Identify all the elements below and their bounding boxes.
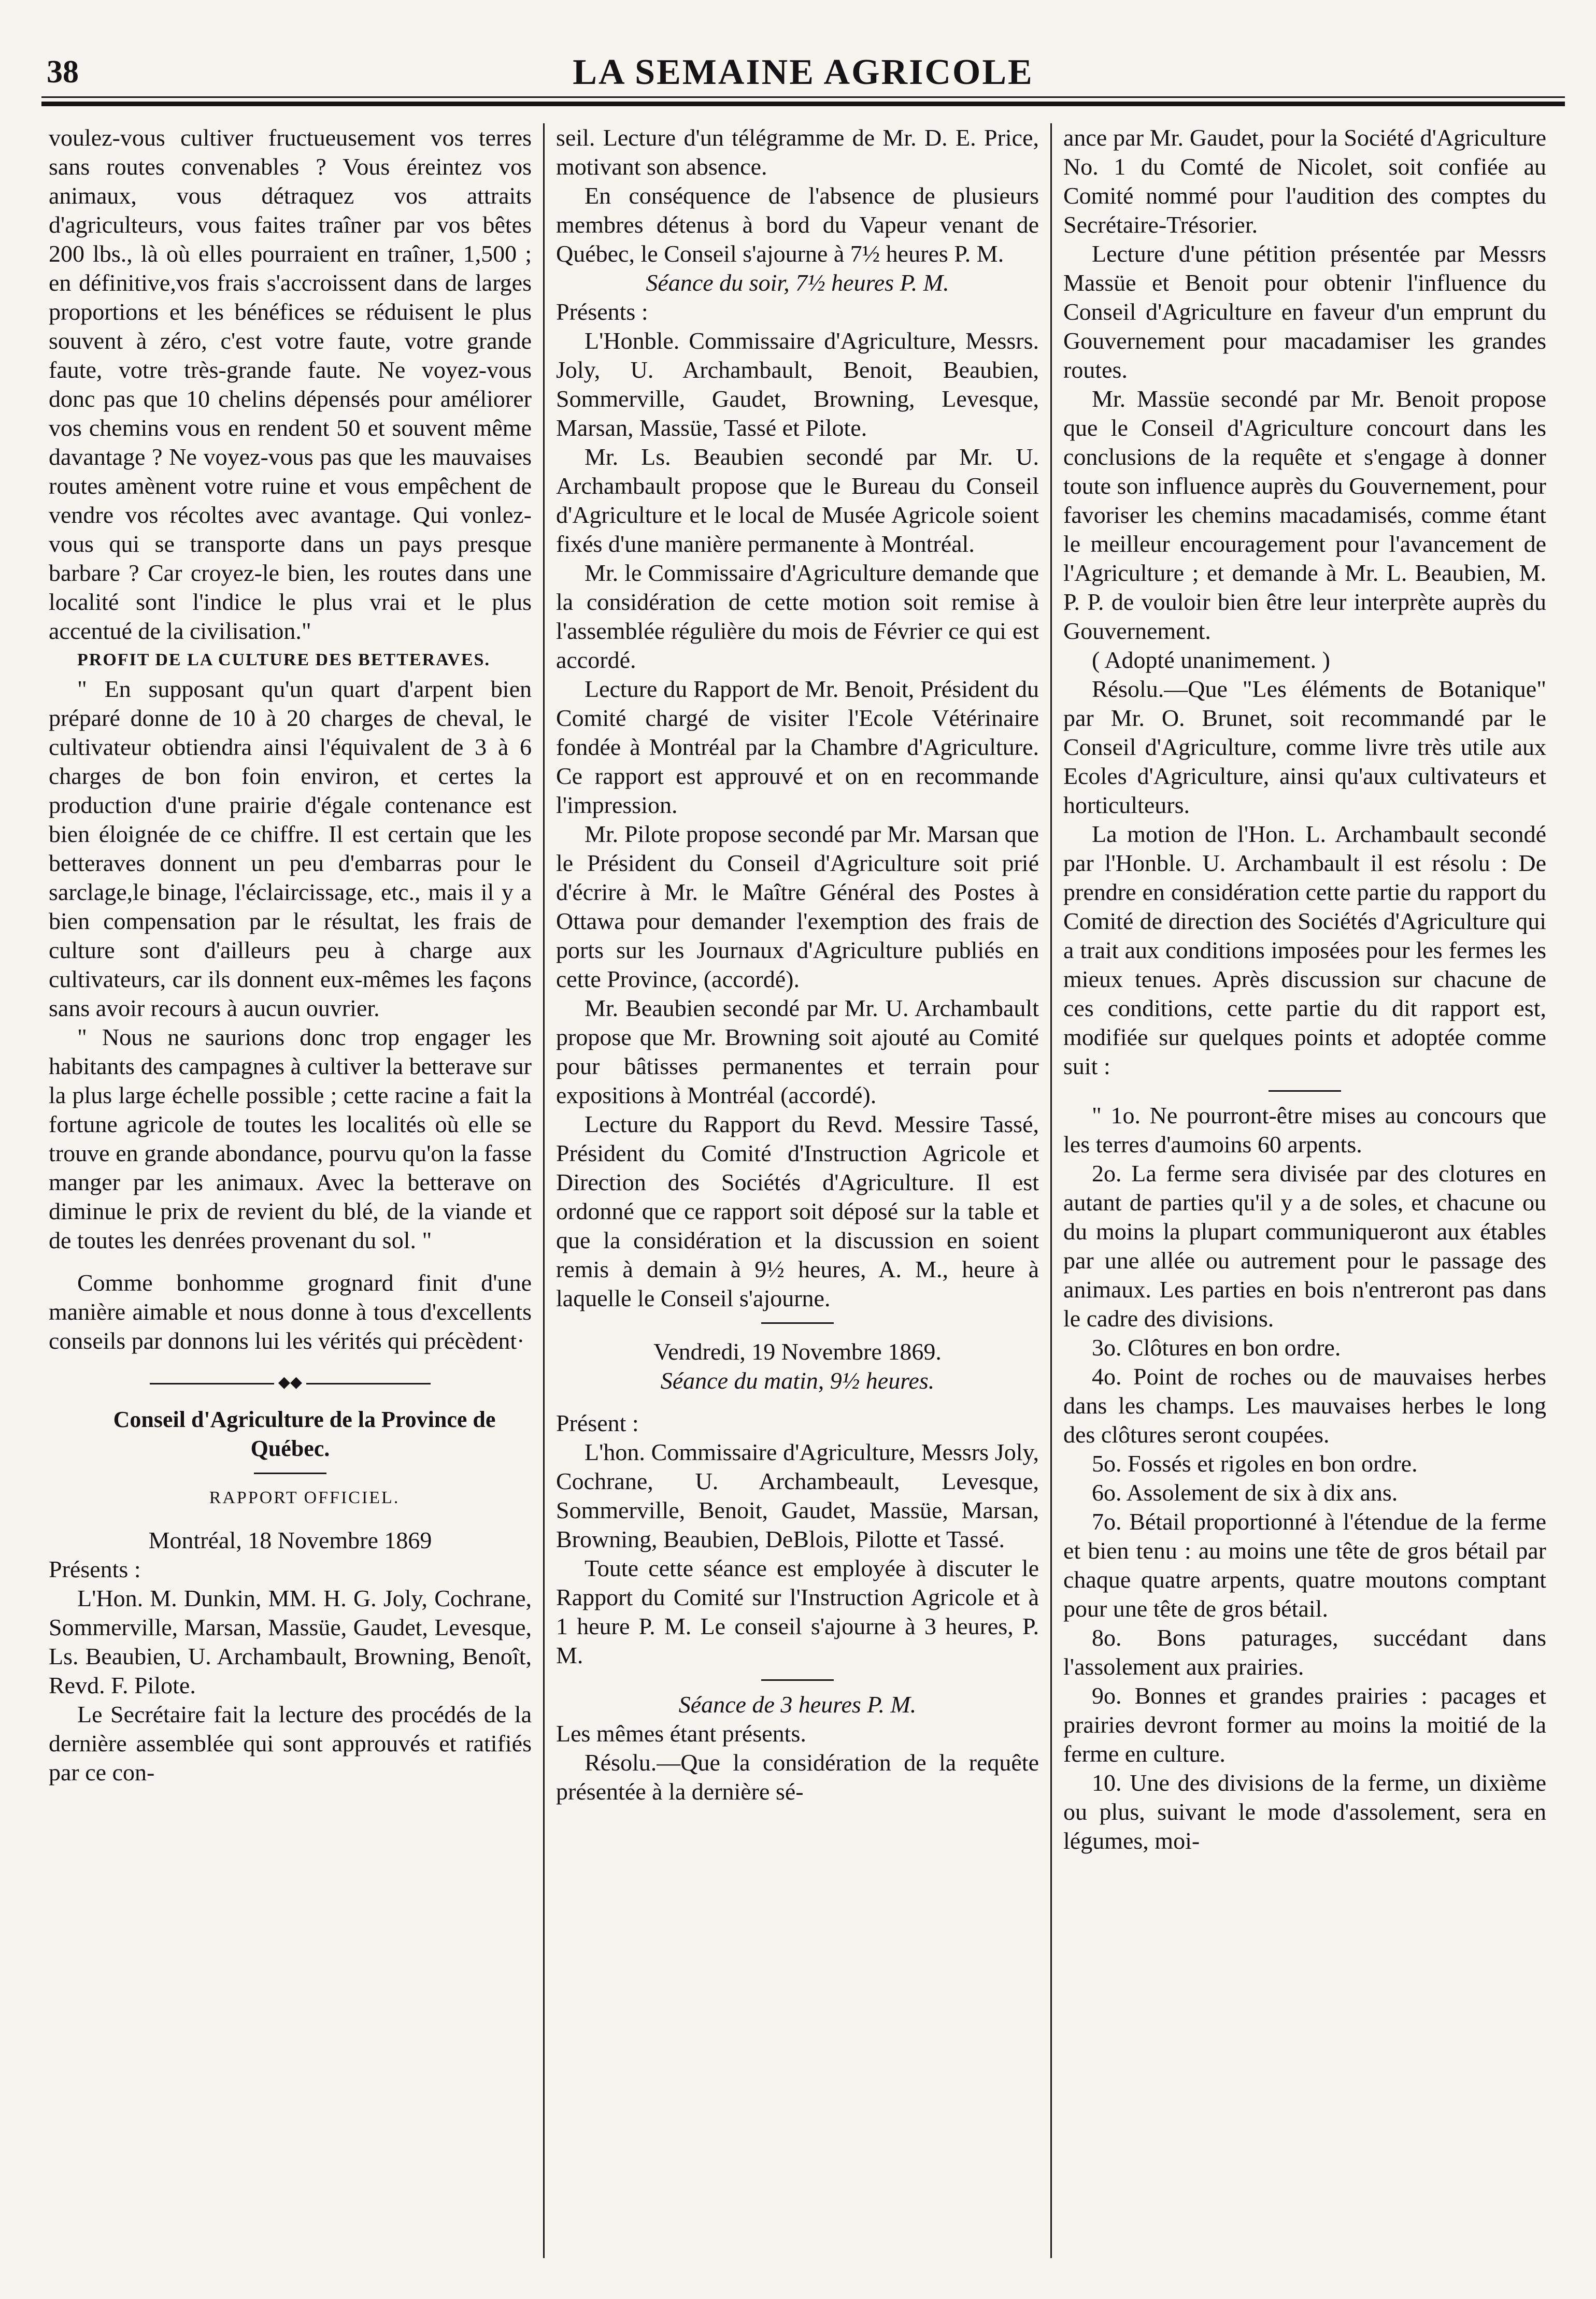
paragraph: Lecture d'une pétition présentée par Messrs Massüe et Benoit pour obtenir l'influence du Conseil d'Agriculture en faveur d'un emprunt du Gouvernement pour macadamiser les grandes routes. xyxy=(1063,240,1546,383)
journal-title: LA SEMAINE AGRICOLE xyxy=(573,52,1034,92)
presents-label: Présents : xyxy=(556,298,648,325)
paragraph: ( Adopté unanimement. ) xyxy=(1092,647,1330,673)
paragraph: Mr. Beaubien secondé par Mr. U. Archambault propose que Mr. Browning soit ajouté au Comité pour bâtisses permanentes et terrain pour expositions à Montréal (accordé). xyxy=(556,995,1039,1108)
paragraph: " Nous ne saurions donc trop engager les habitants des campagnes à cultiver la betterave sur la plus large échelle possible ; cette racine a fait la fortune agricole de toutes les localités où elle se trouve en grande abondance, pourvu qu'on la fasse manger par les animaux. Avec la betterave on diminue le prix de revient du blé, de la viande et de toutes les denrées provenant du sol. " xyxy=(49,1024,532,1253)
list-item: 4o. Point de roches ou de mauvaises herbes dans les champs. Les mauvaises herbes le long des clôtures seront coupées. xyxy=(1063,1363,1546,1448)
section-heading: PROFIT DE LA CULTURE DES BETTERAVES. xyxy=(77,650,490,669)
list-item: 9o. Bonnes et grandes prairies : pacages et prairies devront former au moins la moitié de la ferme en culture. xyxy=(1063,1682,1546,1767)
paragraph: La motion de l'Hon. L. Archambault secondé par l'Honble. U. Archambault il est résolu : De prendre en considération cette partie du rapport du Comité de direction des Sociétés d'Agriculture qui a trait aux conditions imposées pour les fermes les mieux tenues. Après discussion sur chacune de ces conditions, cette partie du dit rapport est, modifiée sur quelques points et adoptée comme suit : xyxy=(1063,821,1546,1079)
paragraph: Lecture du Rapport du Revd. Messire Tassé, Président du Comité d'Instruction Agricole et Direction des Sociétés d'Agriculture. Il est ordonné que ce rapport soit déposé sur la table et que la considération et la discussion en soient remis à demain à 9½ heures, A. M., heure à laquelle le Conseil s'ajourne. xyxy=(556,1111,1039,1311)
paragraph: seil. Lecture d'un télégramme de Mr. D. E. Price, motivant son absence. xyxy=(556,124,1039,180)
dateline: Vendredi, 19 Novembre 1869. xyxy=(653,1338,942,1365)
paragraph: Mr. le Commissaire d'Agriculture demande que la considération de cette motion soit remise à l'assemblée régulière du mois de Février ce qui est accordé. xyxy=(556,560,1039,673)
header-rule-thin xyxy=(41,96,1565,98)
paragraph: " En supposant qu'un quart d'arpent bien préparé donne de 10 à 20 charges de cheval, le cultivateur obtiendra ainsi l'équivalent de 3 à 6 charges de bon foin environ, et certes la production d'une prairie d'égale contenance est bien éloignée de ce chiffre. Il est certain que les betteraves donnent un peu d'embarras pour le sarclage,le binage, l'éclaircissage, etc., mais il y a bien compensation par le résultat, les frais de culture sont d'ailleurs peu à charge aux cultivateurs, car ils donnent eux-mêmes les façons sans avoir recours à aucun ouvrier. xyxy=(49,676,532,1021)
dateline: Montréal, 18 Novembre 1869 xyxy=(148,1527,432,1553)
paragraph: Mr. Pilote propose secondé par Mr. Marsan que le Président du Conseil d'Agriculture soit prié d'écrire à Mr. le Maître Général des Postes à Ottawa pour demander l'exemption des frais de ports sur les Journaux d'Agriculture publiés en cette Province, (accordé). xyxy=(556,821,1039,992)
list-item: 8o. Bons paturages, succédant dans l'assolement aux prairies. xyxy=(1063,1624,1546,1680)
list-item: " 1o. Ne pourront-être mises au concours que les terres d'aumoins 60 arpents. xyxy=(1063,1102,1546,1158)
short-divider xyxy=(761,1322,834,1324)
session-heading: Séance de 3 heures P. M. xyxy=(678,1691,917,1718)
column-3 xyxy=(1056,123,1554,2279)
paragraph: L'Hon. M. Dunkin, MM. H. G. Joly, Cochrane, Sommerville, Marsan, Massüe, Gaudet, Levesque, Ls. Beaubien, U. Archambault, Browning, Benoît, Revd. F. Pilote. xyxy=(49,1585,532,1698)
column-1 xyxy=(41,123,539,2279)
paragraph: Mr. Ls. Beaubien secondé par Mr. U. Archambault propose que le Bureau du Conseil d'Agriculture et le local de Musée Agricole soient fixés d'une manière permanente à Montréal. xyxy=(556,444,1039,557)
paragraph: Mr. Massüe secondé par Mr. Benoit propose que le Conseil d'Agriculture concourt dans les conclusions de la requête et s'engage à donner toute son influence auprès du Gouvernement, pour favoriser les chemins macadamisés, comme étant le meilleur encouragement pour l'avancement de l'Agriculture ; et demande à Mr. L. Beaubien, M. P. P. de vouloir bien être leur interprète auprès du Gouvernement. xyxy=(1063,385,1546,644)
list-item: 6o. Assolement de six à dix ans. xyxy=(1092,1479,1398,1506)
paragraph: Lecture du Rapport de Mr. Benoit, Président du Comité chargé de visiter l'Ecole Vétérinaire fondée à Montréal par la Chambre d'Agriculture. Ce rapport est approuvé et on en recommande l'impression. xyxy=(556,676,1039,818)
short-divider xyxy=(254,1473,326,1474)
text-columns xyxy=(41,123,1565,2279)
article-heading: Conseil d'Agriculture de la Province de Québec. xyxy=(113,1407,496,1461)
presents-label: Présent : xyxy=(556,1410,639,1436)
column-separator xyxy=(1050,123,1052,2258)
ornament-divider: ◆◆ xyxy=(49,1368,532,1397)
list-item: 7o. Bétail proportionné à l'étendue de la ferme et bien tenu : au moins une tête de gros bétail par chaque quatre arpents, quatre moutons comptant pour une tête de gros bétail. xyxy=(1063,1508,1546,1622)
column-2 xyxy=(549,123,1046,2279)
page-number: 38 xyxy=(47,54,79,90)
list-item: 10. Une des divisions de la ferme, un dixième ou plus, suivant le mode d'assolement, sera en légumes, moi- xyxy=(1063,1769,1546,1854)
paragraph: Comme bonhomme grognard finit d'une manière aimable et nous donne à tous d'excellents conseils par donnons lui les vérités qui précèdent· xyxy=(49,1269,532,1354)
paragraph: Toute cette séance est employée à discuter le Rapport du Comité sur l'Instruction Agricole et à 1 heure P. M. Le conseil s'ajourne à 3 heures, P. M. xyxy=(556,1555,1039,1668)
paragraph: Le Secrétaire fait la lecture des procédés de la dernière assemblée qui sont approuvés et ratifiés par ce con- xyxy=(49,1701,532,1786)
paragraph: L'Honble. Commissaire d'Agriculture, Messrs. Joly, U. Archambault, Benoit, Beaubien, Sommerville, Gaudet, Browning, Levesque, Marsan, Massüe, Tassé et Pilote. xyxy=(556,327,1039,441)
paragraph: Les mêmes étant présents. xyxy=(556,1720,806,1747)
page-header xyxy=(41,48,1565,99)
column-separator xyxy=(543,123,545,2258)
paragraph: Résolu.—Que la considération de la requête présentée à la dernière sé- xyxy=(556,1749,1039,1805)
presents-label: Présents : xyxy=(49,1556,141,1582)
report-label: RAPPORT OFFICIEL. xyxy=(209,1488,400,1507)
header-rule-thick xyxy=(41,102,1565,106)
list-item: 5o. Fossés et rigoles en bon ordre. xyxy=(1092,1450,1418,1477)
paragraph: voulez-vous cultiver fructueusement vos terres sans routes convenables ? Vous éreintez vos animaux, vous détraquez vos attraits d'agriculteurs, vous faites traîner par vos bêtes 200 lbs., là où elles pourraient en traîner, 1,500 ; en définitive,vos frais s'accroissent dans de larges proportions et les bénéfices se réduisent le plus souvent à zéro, c'est votre faute, votre grande faute, votre très-grande faute. Ne voyez-vous donc pas que 10 chelins dépensés pour améliorer vos chemins vous en rendent 50 et souvent même davantage ? Ne voyez-vous pas que les mauvaises routes amènent votre ruine et vous empêchent de vendre vos récoltes avec avantage. Qui vonlez-vous qui se transporte dans un pays presque barbare ? Car croyez-le bien, les routes dans une localité sont l'indice le plus vrai et le plus accentué de la civilisation." xyxy=(49,124,532,644)
paragraph: En conséquence de l'absence de plusieurs membres détenus à bord du Vapeur venant de Québec, le Conseil s'ajourne à 7½ heures P. M. xyxy=(556,182,1039,267)
short-divider xyxy=(1269,1090,1341,1092)
session-heading: Séance du soir, 7½ heures P. M. xyxy=(646,269,949,296)
short-divider xyxy=(761,1679,834,1681)
paragraph: L'hon. Commissaire d'Agriculture, Messrs Joly, Cochrane, U. Archambeault, Levesque, Sommerville, Benoit, Gaudet, Massüe, Marsan, Browning, Beaubien, DeBlois, Pilotte et Tassé. xyxy=(556,1439,1039,1552)
paragraph: ance par Mr. Gaudet, pour la Société d'Agriculture No. 1 du Comté de Nicolet, soit confiée au Comité nommé pour l'audition des comptes du Secrétaire-Trésorier. xyxy=(1063,124,1546,238)
list-item: 2o. La ferme sera divisée par des clotures en autant de parties qu'il y a de soles, et chacune ou du moins la plupart communiqueront aux étables par une allée ou autrement pour le passage des animaux. Les parties en bois n'entreront pas dans le cadre des divisions. xyxy=(1063,1160,1546,1332)
session-heading: Séance du matin, 9½ heures. xyxy=(660,1367,935,1394)
paragraph: Résolu.—Que "Les éléments de Botanique" par Mr. O. Brunet, soit recommandé par le Conseil d'Agriculture, comme livre très utile aux Ecoles d'Agriculture, ainsi qu'aux cultivateurs et horticulteurs. xyxy=(1063,676,1546,818)
list-item: 3o. Clôtures en bon ordre. xyxy=(1092,1334,1341,1361)
